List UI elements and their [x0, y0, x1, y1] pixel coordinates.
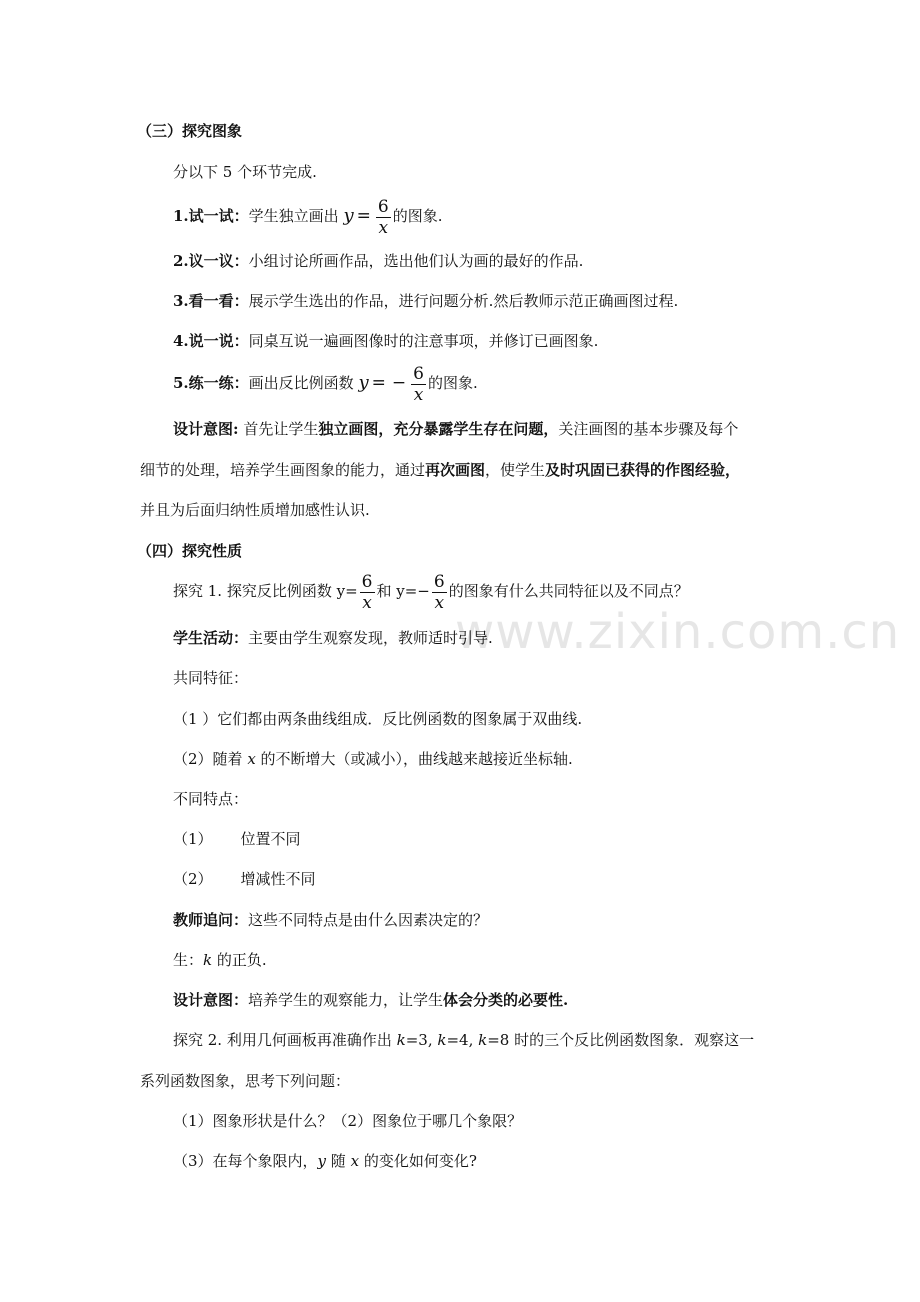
step-tail: 的图象. — [392, 207, 443, 225]
step-tail: 的图象. — [427, 374, 478, 392]
step-label: 2.议一议： — [173, 252, 249, 270]
text: （2）随着 — [173, 750, 248, 768]
step-label: 4.说一说： — [173, 332, 249, 350]
math-var: y — [343, 205, 354, 226]
design-text: ，使学生 — [485, 461, 546, 479]
fraction — [376, 197, 391, 238]
list-number: （1） — [173, 830, 213, 848]
activity-text: 主要由学生观察发现，教师适时引导. — [248, 629, 493, 647]
explore-text: 的图象有什么共同特征以及不同点？ — [448, 582, 689, 600]
design-label: 设计意图 — [173, 420, 234, 438]
explore-text: 和 y=− — [376, 582, 430, 600]
text: 生： — [173, 951, 204, 969]
design-bold: 体会分类的必要性. — [443, 991, 569, 1009]
step-3 — [173, 291, 678, 311]
step-text: 展示学生选出的作品，进行问题分析.然后教师示范正确画图过程. — [248, 292, 679, 310]
activity-label: 学生活动： — [173, 629, 249, 647]
text: （3）在每个象限内， — [173, 1152, 318, 1170]
text: =3, — [405, 1031, 438, 1049]
design-text: 培养学生的观察能力，让学生 — [248, 991, 444, 1009]
design-intent-line-1 — [173, 419, 738, 439]
list-text: 位置不同 — [240, 830, 301, 848]
teacher-question — [173, 910, 488, 930]
math-var: y — [358, 372, 369, 393]
numerator: 6 — [413, 363, 424, 384]
text: 的不断增大（或减小），曲线越来越接近坐标轴. — [255, 750, 573, 768]
step-5 — [173, 360, 478, 406]
student-answer — [173, 950, 267, 970]
fraction — [360, 572, 375, 613]
difference-1 — [173, 829, 301, 849]
watermark: www.zixin.com.cn — [455, 604, 901, 660]
step-label: 3.看一看： — [173, 292, 249, 310]
difference-heading: 不同特点： — [173, 790, 249, 808]
text: =8 时的三个反比例函数图象．观察这一 — [487, 1031, 755, 1049]
math-var: x — [247, 750, 256, 768]
text: =4, — [446, 1031, 479, 1049]
intro-text: 分以下 5 个环节完成. — [173, 163, 317, 181]
design-bold: 独立画图，充分暴露学生存在问题， — [318, 420, 559, 438]
step-text: 小组讨论所画作品，选出他们认为画的最好的作品. — [248, 252, 584, 270]
explore-text: 探究 1. 探究反比例函数 y= — [173, 582, 358, 600]
student-activity — [173, 628, 493, 648]
common-heading: 共同特征： — [173, 669, 249, 687]
numerator: 6 — [361, 571, 373, 592]
explore-2-line-2: 系列函数图象，思考下列问题： — [140, 1072, 351, 1090]
list-text: 增减性不同 — [240, 870, 316, 888]
text: 探究 2. 利用几何画板再准确作出 — [173, 1031, 397, 1049]
step-4 — [173, 331, 598, 351]
step-text: 同桌互说一遍画图像时的注意事项，并修订已画图象. — [248, 332, 599, 350]
math-minus: − — [391, 373, 407, 393]
denominator: x — [434, 592, 445, 613]
design-intent-line-3: 并且为后面归纳性质增加感性认识. — [140, 501, 370, 519]
list-number: （2） — [173, 870, 213, 888]
design-intent-line-2 — [140, 460, 740, 480]
denominator: x — [378, 217, 389, 238]
design-text: 关注画图的基本步骤及每个 — [558, 420, 739, 438]
difference-2 — [173, 869, 316, 889]
teacher-label: 教师追问： — [173, 911, 249, 929]
math-var: x — [350, 1152, 360, 1170]
math-var: k — [437, 1031, 447, 1049]
step-label: 1.试一试： — [173, 207, 249, 225]
fraction — [411, 364, 426, 405]
denominator: x — [413, 384, 424, 405]
step-1 — [173, 193, 443, 239]
math-var: k — [478, 1031, 488, 1049]
section-heading-explore-graph: （三）探究图象 — [137, 122, 243, 140]
step-text: 画出反比例函数 — [248, 374, 354, 392]
math-var: k — [396, 1031, 406, 1049]
design-colon: : — [233, 420, 239, 438]
section-heading-explore-properties: （四）探究性质 — [137, 542, 243, 560]
common-feature-2 — [173, 749, 573, 769]
denominator: x — [362, 592, 372, 613]
fraction — [432, 572, 447, 613]
text: 的变化如何变化? — [359, 1152, 477, 1170]
text: 随 — [326, 1152, 351, 1170]
math-var: y — [317, 1152, 327, 1170]
step-label: 5.练一练： — [173, 374, 249, 392]
teacher-text: 这些不同特点是由什么因素决定的？ — [248, 911, 489, 929]
design-text: 细节的处理，培养学生画图象的能力，通过 — [140, 461, 426, 479]
math-var: k — [203, 951, 213, 969]
explore-2-line-1 — [173, 1030, 754, 1050]
text: 的正负. — [212, 951, 267, 969]
math-op: = — [371, 373, 386, 393]
question-3 — [173, 1151, 477, 1171]
design-intent-2 — [173, 990, 568, 1010]
design-text: 首先让学生 — [243, 420, 319, 438]
explore-1 — [173, 568, 689, 614]
math-op: = — [356, 206, 371, 226]
design-bold: 及时巩固已获得的作图经验， — [545, 461, 741, 479]
common-feature-1: （1 ）它们都由两条曲线组成．反比例函数的图象属于双曲线. — [173, 710, 583, 728]
design-label: 设计意图： — [173, 991, 249, 1009]
question-1-2: （1）图象形状是什么？（2）图象位于哪几个象限？ — [173, 1112, 523, 1130]
step-2 — [173, 251, 583, 271]
numerator: 6 — [377, 196, 389, 217]
design-bold: 再次画图 — [425, 461, 486, 479]
numerator: 6 — [433, 571, 445, 592]
step-text: 学生独立画出 — [248, 207, 339, 225]
